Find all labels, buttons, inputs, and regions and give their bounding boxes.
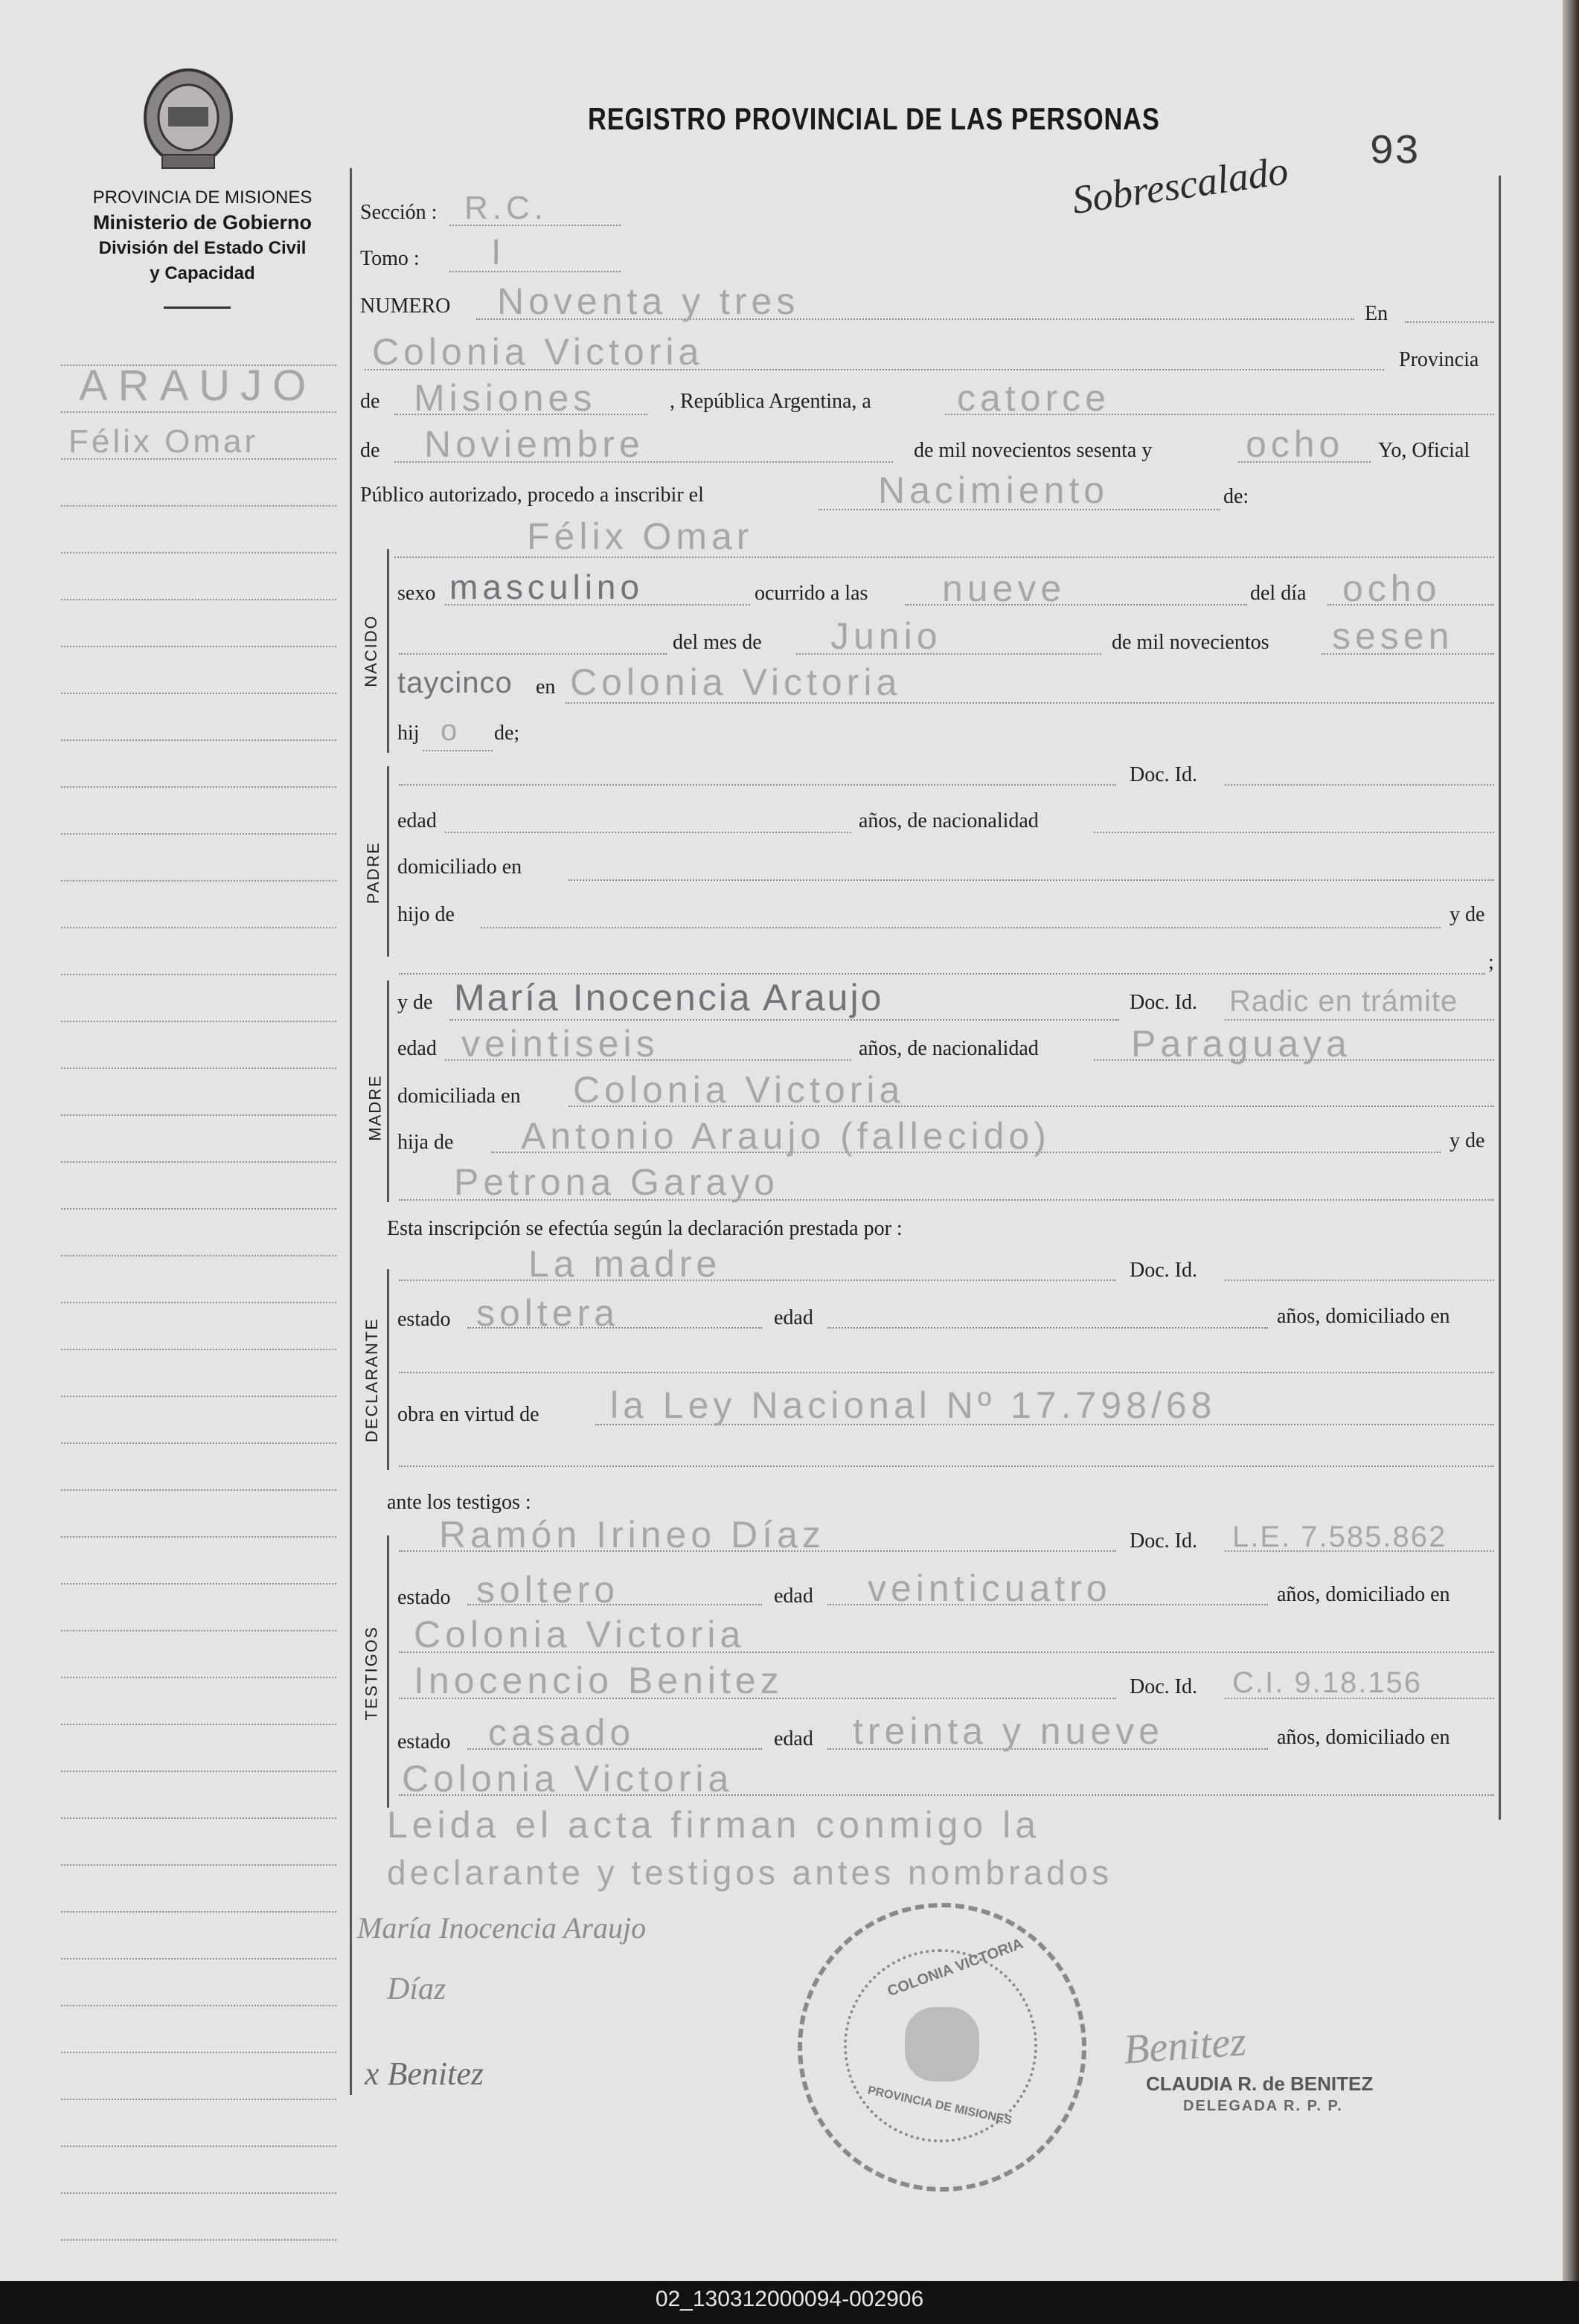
value-birth-year-b: taycinco [397,667,513,699]
official-stamp [798,1903,1086,2192]
margin-rule-line [61,1255,336,1256]
value-witness2-doc: C.I. 9.18.156 [1232,1666,1423,1699]
margin-rule [350,168,352,2095]
margin-rule-line [61,1114,336,1116]
label-mother-y-de: y de [397,991,433,1014]
label-witness1-edad: edad [774,1585,813,1608]
law-line-2 [399,1466,1494,1467]
section-label-declarante: DECLARANTE [362,1317,381,1442]
label-mother-residence: domiciliada en [397,1085,521,1108]
margin-surname: ARAUJO [79,362,317,410]
value-declarant-status: soltera [476,1292,620,1334]
margin-rule-line [61,1208,336,1210]
declarante-bracket [387,1269,389,1470]
label-father-residence: domiciliado en [397,856,522,879]
label-republica: , República Argentina, a [670,390,871,413]
label-obra-virtud: obra en virtud de [397,1403,539,1426]
label-de-mil-sesenta: de mil novecientos sesenta y [914,439,1153,462]
label-mother-doc: Doc. Id. [1130,991,1197,1014]
margin-rule-line [61,1442,336,1444]
margin-rule-line [61,1396,336,1397]
label-father-doc: Doc. Id. [1130,763,1197,786]
right-rule [1499,176,1501,1820]
value-mother-age: veintiseis [461,1023,659,1065]
margin-rule-line [61,2052,336,2053]
value-mother-mother: Petrona Garayo [454,1161,779,1203]
label-witness1-estado: estado [397,1586,451,1609]
father-nationality-line [1094,832,1494,833]
value-witness2-age: treinta y nueve [853,1710,1164,1752]
value-witness2-status: casado [488,1712,635,1753]
label-mother-age: edad [397,1037,437,1060]
margin-rule-line [61,1817,336,1819]
value-declarant: La madre [528,1243,722,1285]
margin-rule-line [61,1349,336,1350]
father-name-line [399,784,1116,786]
section-label-padre: PADRE [364,841,383,905]
value-law: la Ley Nacional Nº 17.798/68 [610,1384,1217,1426]
margin-rule-line [61,1489,336,1491]
label-de-colon: de: [1223,485,1249,508]
value-birth-place: Colonia Victoria [570,661,902,703]
margin-rule-line [61,505,336,507]
mother-doc-line [1225,1019,1494,1021]
label-father-y-de: y de [1450,903,1485,926]
value-day: catorce [957,377,1110,419]
margin-rule-line [61,1630,336,1631]
label-father-age: edad [397,809,437,832]
label-yo-oficial: Yo, Oficial [1378,439,1470,462]
value-witness1-name: Ramón Irineo Díaz [439,1514,825,1556]
hij-line [423,750,493,751]
father-age-line [445,832,851,833]
closing-line-2: declarante y testigos antes nombrados [387,1853,1113,1892]
value-sex: masculino [449,568,644,606]
margin-rule-line [61,552,336,553]
label-declarant-domiciliado: años, domiciliado en [1277,1305,1450,1328]
margin-rule-line [61,1302,336,1303]
value-mother-residence: Colonia Victoria [573,1069,905,1111]
value-witness1-residence: Colonia Victoria [414,1614,746,1655]
margin-rule-line [61,2145,336,2147]
value-month: Noviembre [424,423,644,465]
label-semicolon: ; [1488,951,1494,974]
value-mother-father: Antonio Araujo (fallecido) [521,1115,1051,1157]
officer-title: DELEGADA R. P. P. [1183,2098,1343,2114]
label-declarant-doc: Doc. Id. [1130,1259,1197,1282]
declarant-line [399,1280,1116,1281]
label-de-mil: de mil novecientos [1112,631,1269,654]
label-del-dia: del día [1250,582,1307,605]
header-ministry: Ministerio de Gobierno [92,211,313,234]
margin-rule-line [61,1583,336,1585]
margin-rule-line [61,2005,336,2006]
margin-rule-line [61,411,336,413]
value-act-type: Nacimiento [878,469,1109,511]
label-publico: Público autorizado, procedo a inscribir el [360,484,704,507]
signature-witness2: x Benitez [365,2055,484,2092]
header-province: PROVINCIA DE MISIONES [92,187,313,208]
nacido-bracket [387,549,389,753]
declarant-age-line [827,1327,1268,1329]
stamp-text: COLONIA VICTORIA [885,1935,1026,2000]
value-birth-year-a: sesen [1332,615,1454,657]
label-en: En [1365,302,1389,325]
margin-rule-line [61,1958,336,1959]
value-birth-month: Junio [830,615,942,657]
margin-rule-line [61,974,336,975]
margin-rule-line [61,2099,336,2100]
signature-witness1: Díaz [387,1972,446,2006]
page-edge [1563,0,1579,2281]
label-witness2-edad: edad [774,1727,813,1750]
label-witness1-doc: Doc. Id. [1130,1529,1197,1553]
declarant-residence-line [399,1372,1494,1373]
value-mother-nationality: Paraguaya [1131,1023,1351,1065]
label-declarant-edad: edad [774,1306,813,1329]
label-witness2-estado: estado [397,1730,451,1753]
label-numero: NUMERO [360,295,451,318]
margin-rule-line [61,1864,336,1866]
pre-month-line [399,653,667,655]
label-sexo: sexo [397,582,436,605]
margin-rule-line [61,1068,336,1069]
margin-rule-line [61,739,336,741]
label-provincia: Provincia [1399,348,1479,371]
label-ante-testigos: ante los testigos : [387,1491,531,1514]
margin-rule-line [61,1536,336,1538]
label-de-semicolon: de; [494,722,520,745]
label-father-hijo-de: hijo de [397,903,455,926]
father-parents-line-2 [399,973,1485,975]
margin-rule-line [61,1771,336,1772]
margin-rule-line [61,880,336,882]
margin-rule-line [61,2192,336,2194]
label-witness2-doc: Doc. Id. [1130,1675,1197,1698]
label-del-mes: del mes de [673,631,762,654]
margin-rule-line [61,1677,336,1678]
father-parents-line [481,927,1441,928]
value-witness1-status: soltero [476,1569,620,1611]
label-inscripcion: Esta inscripción se efectúa según la declaración prestada por : [387,1217,903,1240]
margin-rule-line [61,1021,336,1022]
section-label-madre: MADRE [365,1074,385,1141]
value-witness2-residence: Colonia Victoria [402,1758,734,1800]
label-witness1-domiciliado: años, domiciliado en [1277,1583,1450,1606]
label-declarant-estado: estado [397,1308,451,1331]
label-seccion: Sección : [360,201,438,224]
value-place: Colonia Victoria [372,331,704,373]
margin-rule-line [61,927,336,928]
margin-rule-line [61,599,336,600]
value-tomo: I [491,233,506,272]
label-witness2-domiciliado: años, domiciliado en [1277,1726,1450,1749]
value-witness1-age: veinticuatro [868,1567,1112,1609]
label-mother-y-de-2: y de [1450,1129,1485,1152]
registry-title: REGISTRO PROVINCIAL DE LAS PERSONAS [588,101,1160,136]
label-father-nationality: años, de nacionalidad [859,809,1039,832]
label-hij: hij [397,722,420,745]
father-doc-line [1225,784,1494,786]
tomo-line [449,271,621,272]
margin-rule-line [61,693,336,694]
margin-rule-line [61,1724,336,1725]
value-numero: Noventa y tres [497,280,800,322]
correction-signature: Sobrescalado [1069,147,1291,223]
value-province: Misiones [414,377,597,419]
label-tomo: Tomo : [360,247,420,270]
padre-bracket [387,766,389,957]
mother-name-line [449,1019,1119,1021]
margin-given-names: Félix Omar [68,423,259,460]
testigos-bracket [387,1535,389,1808]
value-witness2-name: Inocencio Benitez [414,1660,784,1701]
label-de-province: de [360,390,380,413]
header-division: División del Estado Civil [98,238,307,258]
en-line [1405,321,1494,323]
header-capacity: y Capacidad [150,263,255,283]
page-number: 93 [1369,128,1420,176]
section-label-testigos: TESTIGOS [362,1625,381,1721]
label-mother-nationality: años, de nacionalidad [859,1037,1039,1060]
signature-declarant: María Inocencia Araujo [357,1911,647,1945]
value-birth-day: ocho [1342,568,1441,609]
value-hij-suffix: o [441,714,462,747]
margin-rule-line [61,786,336,788]
margin-rule-line [61,1161,336,1163]
header-divider [164,306,231,309]
value-mother-doc: Radic en trámite [1229,985,1458,1018]
closing-line-1: Leida el acta firman conmigo la [387,1804,1041,1846]
declarant-doc-line [1225,1280,1494,1281]
label-en-lower: en [536,675,556,699]
margin-rule-line [61,833,336,835]
label-mother-hija-de: hija de [397,1131,454,1154]
margin-rule-line [61,1911,336,1913]
margin-rule-line [61,646,336,647]
madre-bracket [387,980,389,1202]
file-name: 02_130312000094-002906 [655,2287,924,2311]
value-hour: nueve [942,568,1066,609]
value-child-name: Félix Omar [527,516,754,557]
value-witness1-doc: L.E. 7.585.862 [1232,1521,1447,1553]
value-mother-name: María Inocencia Araujo [454,977,884,1018]
officer-name: CLAUDIA R. de BENITEZ [1146,2073,1374,2095]
label-de-month: de [360,439,380,462]
label-ocurrido: ocurrido a las [755,582,868,605]
father-residence-line [568,879,1494,881]
value-year: ocho [1246,423,1345,465]
value-seccion: R.C. [464,190,548,226]
margin-rule-line [61,2239,336,2241]
stamp-province: PROVINCIA DE MISIONES [866,2084,1013,2128]
section-label-nacido: NACIDO [361,614,380,687]
signature-officer: Benitez [1122,2018,1248,2073]
provincial-emblem-icon [140,65,237,177]
